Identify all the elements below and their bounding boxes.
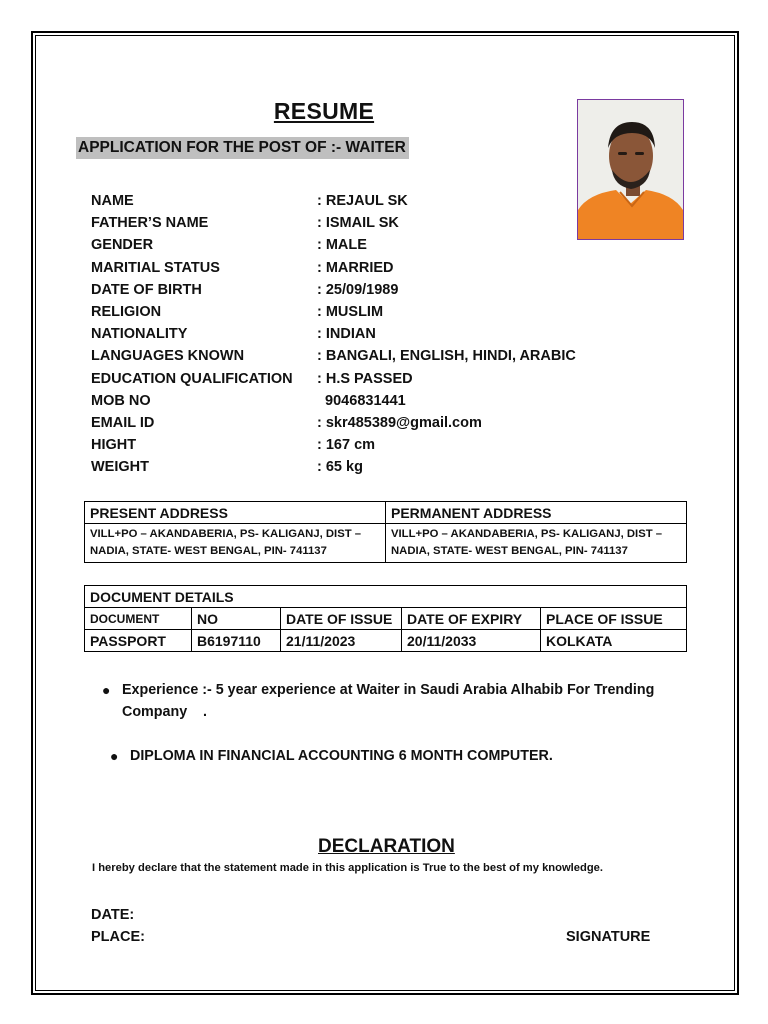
detail-label: MARITIAL STATUS	[91, 259, 220, 276]
bullet-icon: ●	[102, 682, 111, 698]
table-row	[85, 630, 687, 652]
column-header: DOCUMENT	[85, 608, 192, 630]
resume-title: RESUME	[273, 98, 375, 124]
table-cell: 20/11/2033	[402, 630, 541, 652]
table-cell: B6197110	[192, 630, 281, 652]
detail-value: : BANGALI, ENGLISH, HINDI, ARABIC	[317, 348, 576, 365]
detail-label: WEIGHT	[91, 459, 149, 476]
address-table	[84, 501, 687, 563]
detail-label: EDUCATION QUALIFICATION	[91, 370, 293, 387]
date-label: DATE:	[91, 907, 135, 923]
signature-label: SIGNATURE	[566, 929, 651, 945]
table-cell: KOLKATA	[541, 630, 687, 652]
detail-label: NAME	[91, 193, 134, 209]
detail-label: EMAIL ID	[91, 414, 155, 431]
detail-value: : 65 kg	[317, 459, 363, 476]
document-details-heading: DOCUMENT DETAILS	[85, 586, 687, 608]
detail-label: NATIONALITY	[91, 326, 188, 343]
declaration-title: DECLARATION	[318, 836, 455, 857]
detail-label: GENDER	[91, 237, 154, 254]
detail-label: RELIGION	[91, 303, 162, 320]
present-address-heading: PRESENT ADDRESS	[85, 502, 386, 524]
list-item	[102, 679, 702, 723]
detail-value: : INDIAN	[317, 326, 376, 343]
document-details-table	[84, 585, 687, 652]
detail-value: : REJAUL SK	[317, 193, 408, 209]
detail-label: LANGUAGES KNOWN	[91, 348, 245, 365]
permanent-address-value: VILL+PO – AKANDABERIA, PS- KALIGANJ, DIST – NADIA, STATE- WEST BENGAL, PIN- 741137	[386, 524, 687, 563]
diploma-text: DIPLOMA IN FINANCIAL ACCOUNTING 6 MONTH COMPUTER.	[130, 748, 553, 764]
detail-value: 9046831441	[317, 392, 406, 409]
detail-value: : MUSLIM	[317, 303, 384, 320]
document-header-row	[85, 608, 687, 630]
detail-label: MOB NO	[91, 392, 151, 409]
column-header: NO	[192, 608, 281, 630]
detail-value: : ISMAIL SK	[317, 215, 399, 232]
declaration-text: I hereby declare that the statement made in this application is True to the best of my knowledge.	[92, 862, 604, 874]
permanent-address-heading: PERMANENT ADDRESS	[386, 502, 687, 524]
column-header: DATE OF ISSUE	[281, 608, 402, 630]
present-address-value: VILL+PO – AKANDABERIA, PS- KALIGANJ, DIST – NADIA, STATE- WEST BENGAL, PIN- 741137	[85, 524, 386, 563]
detail-value: : skr485389@gmail.com	[317, 414, 482, 431]
place-label: PLACE:	[91, 929, 145, 945]
table-cell: PASSPORT	[85, 630, 192, 652]
detail-label: DATE OF BIRTH	[91, 281, 202, 298]
detail-value: : MARRIED	[317, 259, 394, 276]
experience-text: Experience :- 5 year experience at Waiter in Saudi Arabia Alhabib For Trending Company .	[122, 682, 659, 720]
detail-value: : 25/09/1989	[317, 281, 399, 298]
column-header: PLACE OF ISSUE	[541, 608, 687, 630]
post-application-banner: APPLICATION FOR THE POST OF :- WAITER	[76, 137, 409, 159]
column-header: DATE OF EXPIRY	[402, 608, 541, 630]
bullet-icon: ●	[110, 748, 119, 764]
applicant-photo	[577, 99, 684, 240]
detail-label: HIGHT	[91, 437, 137, 454]
detail-value: : 167 cm	[317, 437, 376, 454]
table-cell: 21/11/2023	[281, 630, 402, 652]
list-item	[110, 745, 702, 767]
detail-value: : MALE	[317, 237, 367, 254]
highlights-list	[102, 679, 702, 767]
detail-label: FATHER’S NAME	[91, 215, 209, 232]
detail-value: : H.S PASSED	[317, 370, 413, 387]
